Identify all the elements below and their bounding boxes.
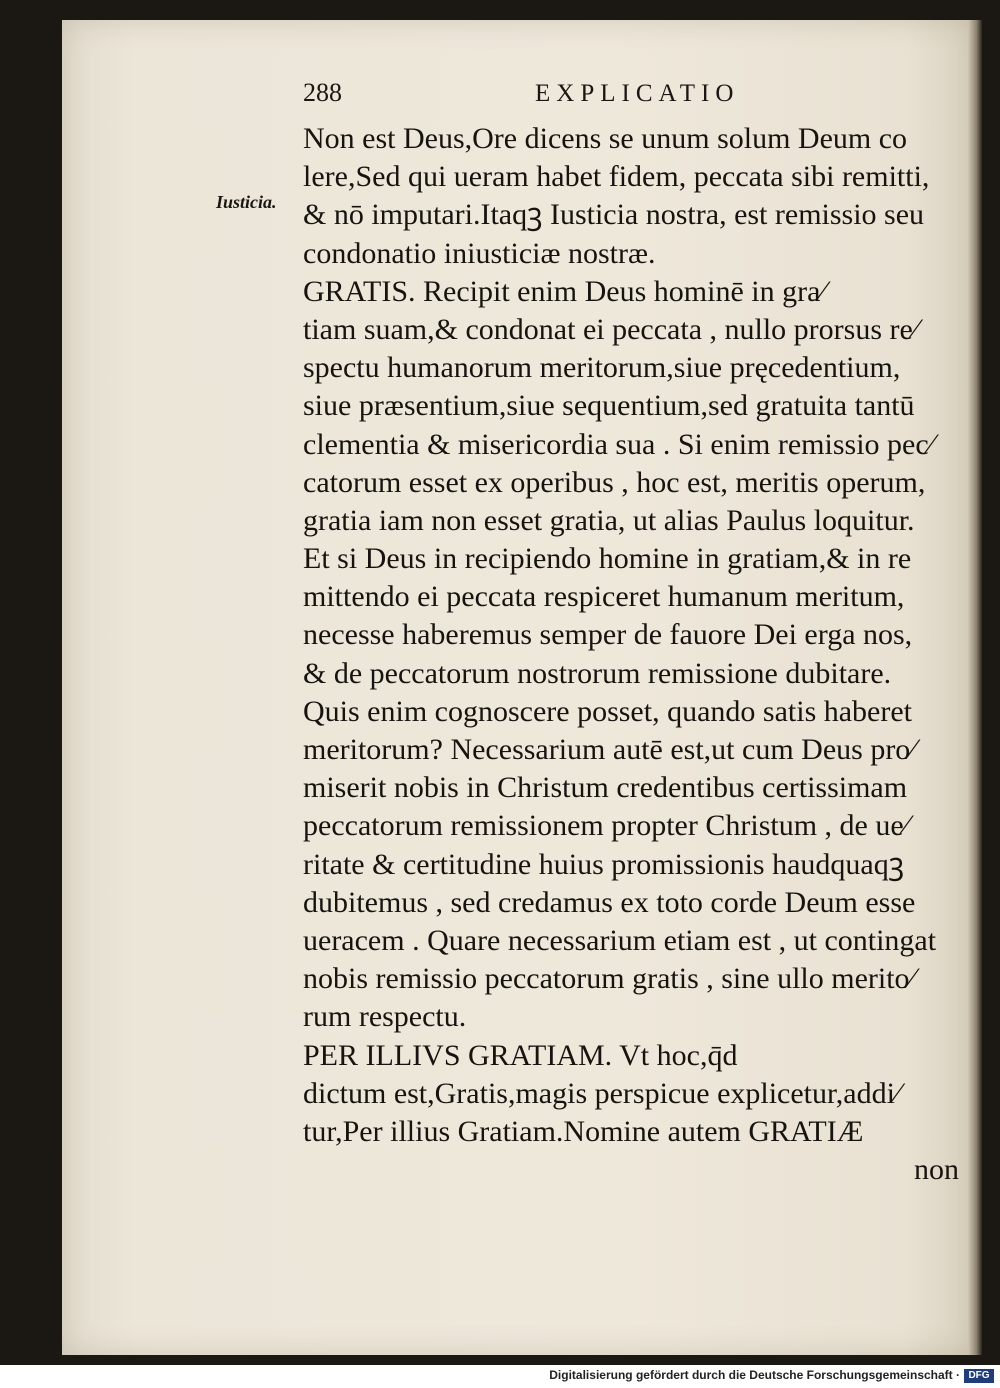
text-line: peccatorum remissionem propter Christum , de ue⁄ xyxy=(303,809,909,843)
text-line: dubitemus , sed credamus ex toto corde Deum esse xyxy=(303,885,916,919)
text-line: clementia & misericordia sua . Si enim remissio pec⁄ xyxy=(303,427,934,461)
text-line: ritate & certitudine huius promissionis haudquaqꝫ xyxy=(303,847,905,881)
text-line: GRATIS. Recipit enim Deus hominē in gra⁄ xyxy=(303,274,826,308)
text-line: Et si Deus in recipiendo homine in gratiam,& in re xyxy=(303,542,912,576)
text-line: PER ILLIVS GRATIAM. Vt hoc,q̄d xyxy=(303,1038,738,1072)
text-line: & de peccatorum nostrorum remissione dubitare. xyxy=(303,656,892,690)
page-header xyxy=(303,78,783,114)
text-line: mittendo ei peccata respiceret humanum meritum, xyxy=(303,580,905,614)
text-line: ueracem . Quare necessarium etiam est , ut contingat xyxy=(303,923,937,957)
text-line: miserit nobis in Christum credentibus certissimam xyxy=(303,771,908,805)
text-line: Non est Deus,Ore dicens se unum solum Deum co xyxy=(303,122,908,155)
text-line: non xyxy=(914,1153,959,1187)
text-line: gratia iam non esset gratia, ut alias Paulus loquitur. xyxy=(303,503,915,537)
text-line: rum respectu. xyxy=(303,1000,467,1034)
text-line: nobis remissio peccatorum gratis , sine ullo merito⁄ xyxy=(303,962,915,996)
text-line: spectu humanorum meritorum,siue pręcedentium, xyxy=(303,351,901,385)
text-line: dictum est,Gratis,magis perspicue explicetur,addi⁄ xyxy=(303,1076,900,1110)
page-number: 288 xyxy=(303,78,342,107)
text-line: & nō imputari.Itaqꝫ Iusticia nostra, est remissio seu xyxy=(303,198,925,232)
funding-credit: Digitalisierung gefördert durch die Deutsche Forschungsgemeinschaft · xyxy=(549,1368,960,1382)
dfg-logo: DFG xyxy=(964,1369,994,1383)
text-line: lere,Sed qui ueram habet fidem, peccata sibi remitti, xyxy=(303,160,930,194)
marginal-note: Iusticia. xyxy=(216,192,277,212)
page-edge xyxy=(968,20,982,1355)
text-line: Quis enim cognoscere posset, quando satis haberet xyxy=(303,694,913,728)
body-text xyxy=(303,120,963,1189)
text-line: tiam suam,& condonat ei peccata , nullo prorsus re⁄ xyxy=(303,312,918,346)
text-line: necesse haberemus semper de fauore Dei erga nos, xyxy=(303,618,913,652)
text-line: siue præsentium,siue sequentium,sed gratuita tantū xyxy=(303,389,915,423)
running-title: EXPLICATIO xyxy=(535,80,740,107)
text-line: catorum esset ex operibus , hoc est, meritis operum, xyxy=(303,465,926,499)
footer-bar xyxy=(0,1365,1000,1388)
text-line: meritorum? Necessarium autē est,ut cum Deus pro⁄ xyxy=(303,733,916,766)
text-line: tur,Per illius Gratiam.Nomine autem GRATIÆ xyxy=(303,1114,864,1148)
text-line: condonatio iniusticiæ nostræ. xyxy=(303,236,656,270)
